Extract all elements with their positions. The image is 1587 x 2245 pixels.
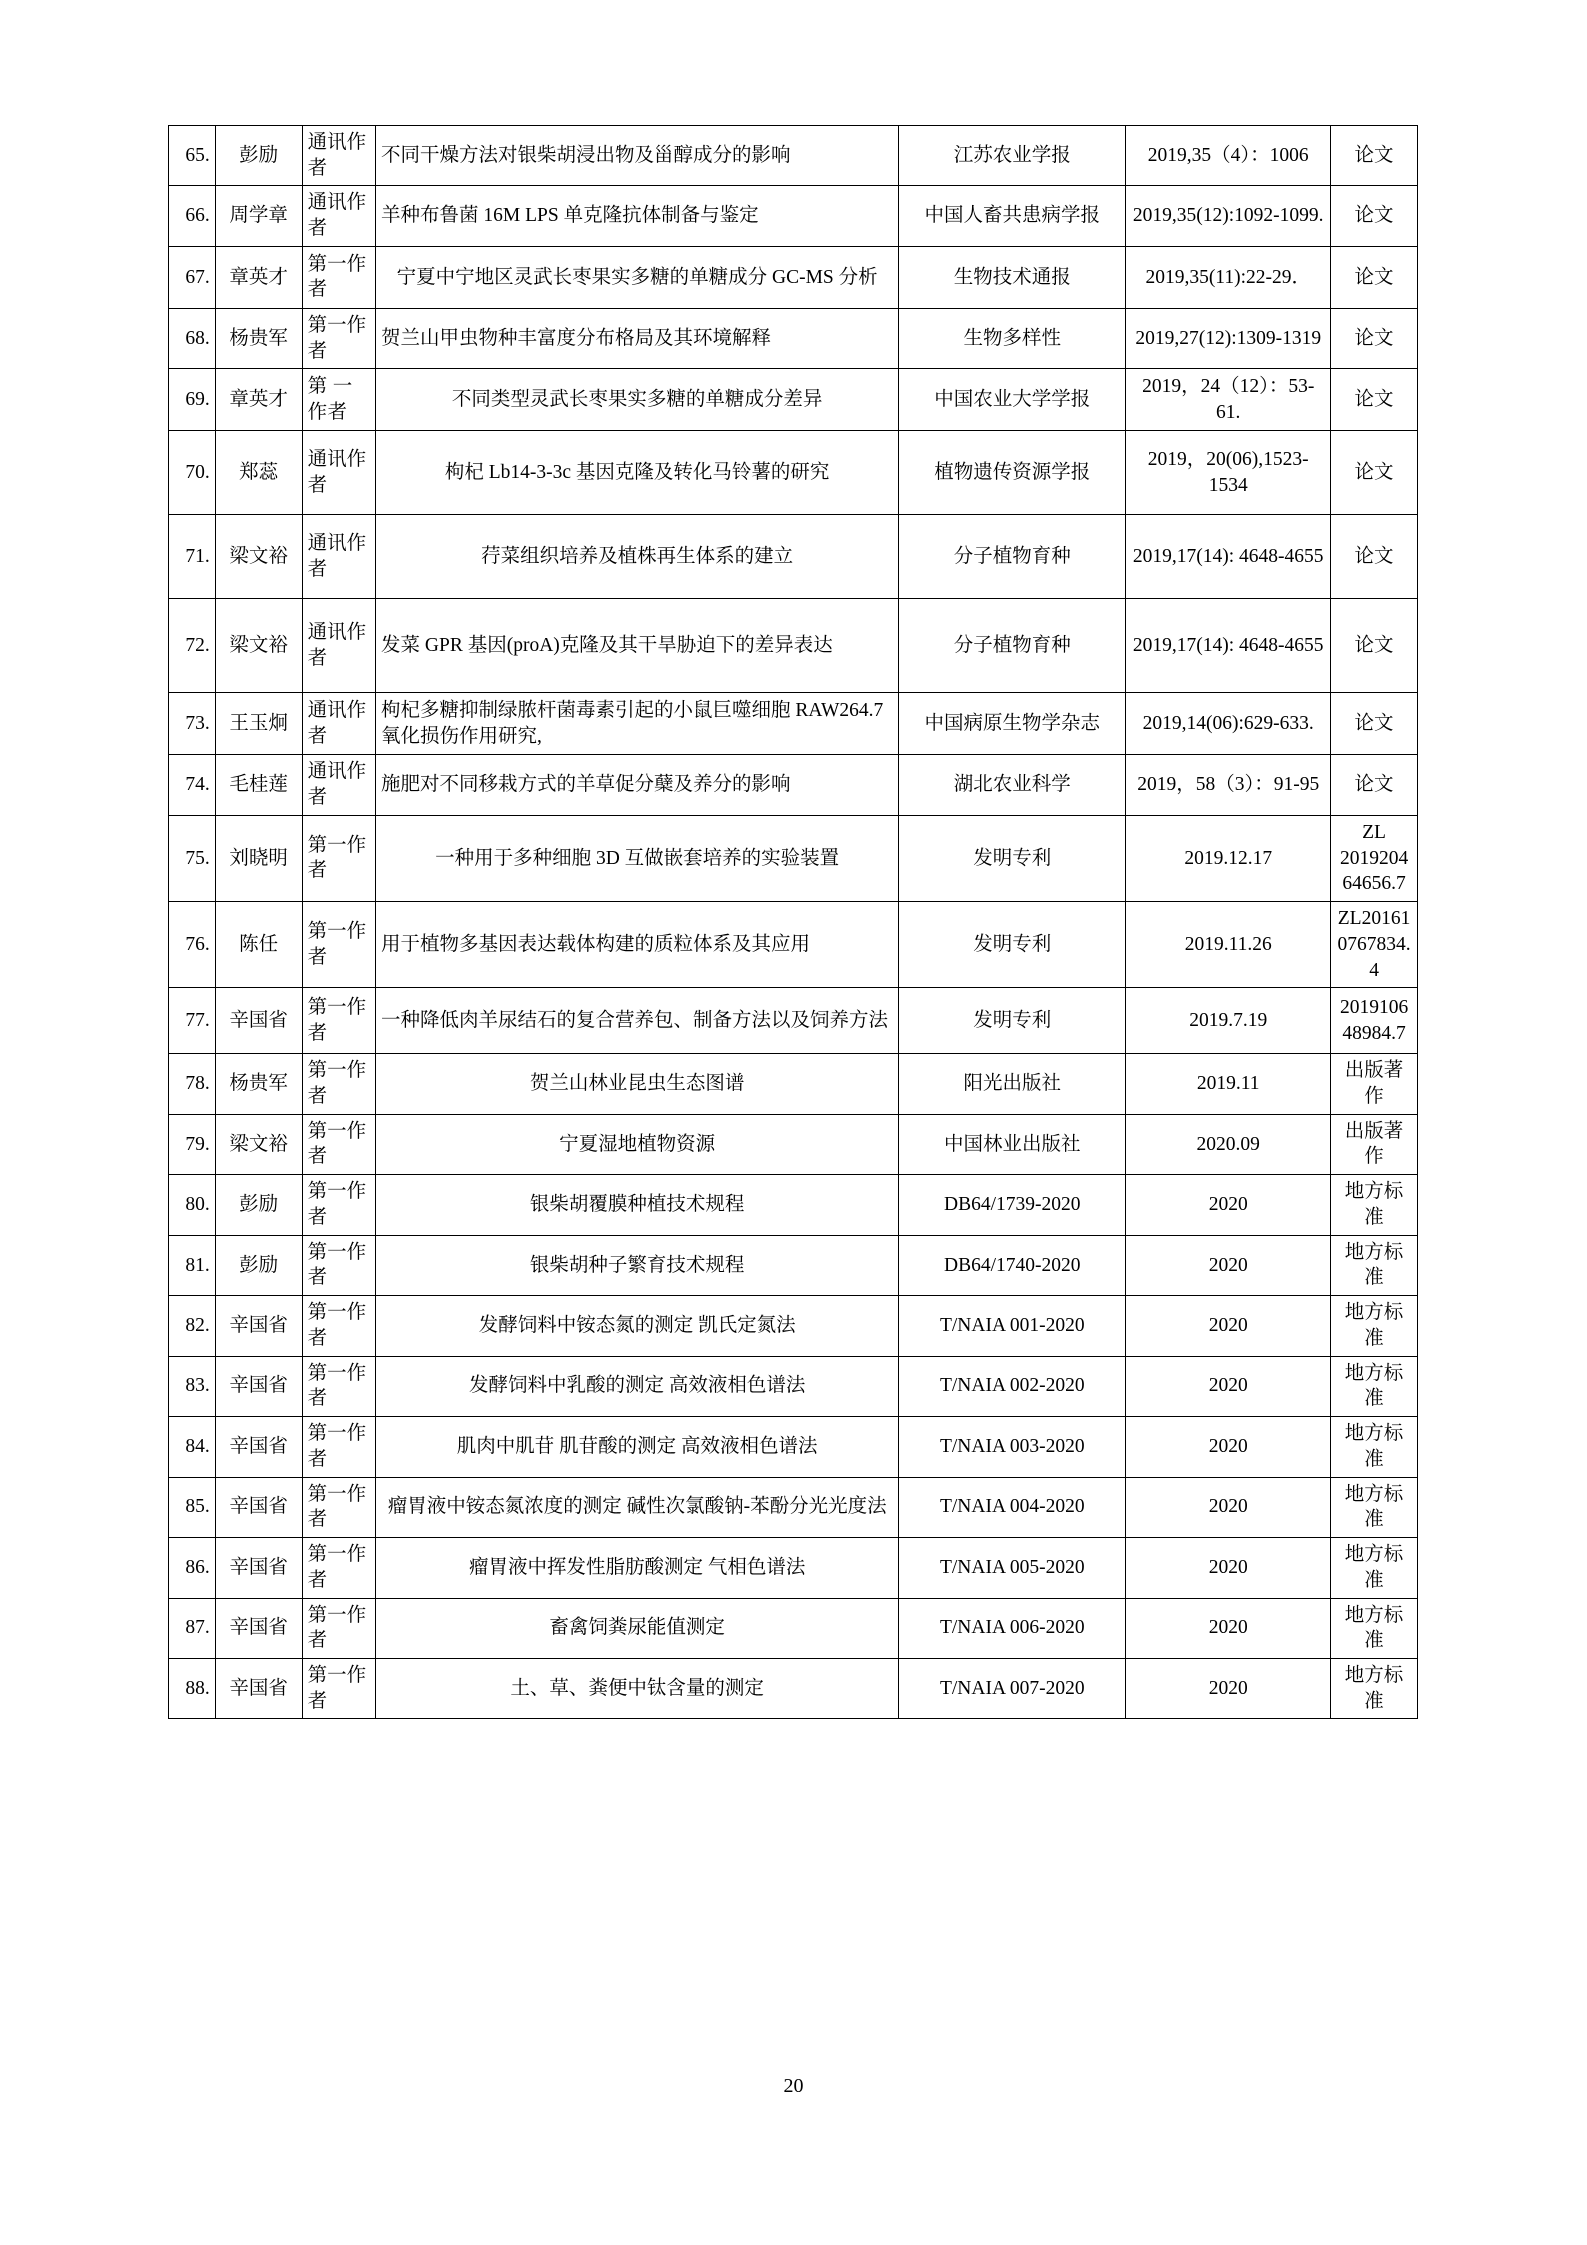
row-journal: 阳光出版社 [899, 1054, 1126, 1114]
row-index: 68. [169, 308, 216, 368]
row-title: 宁夏中宁地区灵武长枣果实多糖的单糖成分 GC-MS 分析 [376, 246, 899, 308]
row-index: 71. [169, 515, 216, 599]
row-title: 荇菜组织培养及植株再生体系的建立 [376, 515, 899, 599]
row-issue: 2019，24（12）：53-61. [1126, 369, 1331, 431]
row-issue: 2019.11.26 [1126, 902, 1331, 988]
row-type: 地方标准 [1331, 1538, 1418, 1598]
row-index: 80. [169, 1175, 216, 1235]
row-type: 地方标准 [1331, 1477, 1418, 1537]
row-author-name: 章英才 [215, 246, 302, 308]
row-title: 银柴胡种子繁育技术规程 [376, 1235, 899, 1295]
row-title: 不同类型灵武长枣果实多糖的单糖成分差异 [376, 369, 899, 431]
row-author-role: 第一作者 [302, 988, 375, 1054]
row-author-role: 通讯作者 [302, 126, 375, 186]
row-author-name: 彭励 [215, 1175, 302, 1235]
row-title: 用于植物多基因表达载体构建的质粒体系及其应用 [376, 902, 899, 988]
row-issue: 2019,35(11):22-29． [1126, 246, 1331, 308]
table-row [169, 693, 1418, 755]
row-type: 201910648984.7 [1331, 988, 1418, 1054]
row-index: 78. [169, 1054, 216, 1114]
row-title: 畜禽饲粪尿能值测定 [376, 1598, 899, 1658]
row-author-role: 第 一作者 [302, 369, 375, 431]
row-index: 66. [169, 186, 216, 246]
row-issue: 2019,35（4）：1006 [1126, 126, 1331, 186]
row-issue: 2020 [1126, 1417, 1331, 1477]
table-row [169, 988, 1418, 1054]
table-row [169, 1598, 1418, 1658]
row-journal: 发明专利 [899, 988, 1126, 1054]
row-title: 羊种布鲁菌 16M LPS 单克隆抗体制备与鉴定 [376, 186, 899, 246]
row-author-role: 第一作者 [302, 1175, 375, 1235]
row-author-name: 刘晓明 [215, 815, 302, 901]
table-row [169, 369, 1418, 431]
row-type: 论文 [1331, 431, 1418, 515]
row-type: 论文 [1331, 369, 1418, 431]
row-index: 67. [169, 246, 216, 308]
row-type: 论文 [1331, 308, 1418, 368]
row-type: 出版著作 [1331, 1114, 1418, 1174]
row-type: ZL 201920464656.7 [1331, 815, 1418, 901]
row-issue: 2020 [1126, 1538, 1331, 1598]
row-type: 论文 [1331, 515, 1418, 599]
row-author-name: 梁文裕 [215, 599, 302, 693]
page-number: 20 [783, 2075, 804, 2097]
row-issue: 2019.12.17 [1126, 815, 1331, 901]
row-author-role: 第一作者 [302, 1356, 375, 1416]
row-author-role: 第一作者 [302, 1477, 375, 1537]
row-issue: 2020.09 [1126, 1114, 1331, 1174]
row-author-role: 第一作者 [302, 1417, 375, 1477]
row-author-role: 第一作者 [302, 1054, 375, 1114]
row-author-name: 毛桂莲 [215, 755, 302, 815]
row-journal: 中国农业大学学报 [899, 369, 1126, 431]
row-type: 地方标准 [1331, 1417, 1418, 1477]
row-author-name: 辛国省 [215, 1538, 302, 1598]
row-index: 79. [169, 1114, 216, 1174]
row-title: 瘤胃液中铵态氮浓度的测定 碱性次氯酸钠-苯酚分光光度法 [376, 1477, 899, 1537]
row-title: 一种降低肉羊尿结石的复合营养包、制备方法以及饲养方法 [376, 988, 899, 1054]
table-row [169, 126, 1418, 186]
row-issue: 2020 [1126, 1658, 1331, 1718]
row-journal: 中国人畜共患病学报 [899, 186, 1126, 246]
table-row [169, 1417, 1418, 1477]
row-journal: 分子植物育种 [899, 515, 1126, 599]
table-row [169, 599, 1418, 693]
row-title: 枸杞 Lb14-3-3c 基因克隆及转化马铃薯的研究 [376, 431, 899, 515]
table-row [169, 186, 1418, 246]
row-author-role: 第一作者 [302, 308, 375, 368]
row-issue: 2020 [1126, 1477, 1331, 1537]
table-row [169, 1175, 1418, 1235]
row-index: 86. [169, 1538, 216, 1598]
row-author-name: 章英才 [215, 369, 302, 431]
row-author-name: 辛国省 [215, 1356, 302, 1416]
row-journal: T/NAIA 007-2020 [899, 1658, 1126, 1718]
row-author-role: 通讯作者 [302, 693, 375, 755]
row-issue: 2019,14(06):629-633. [1126, 693, 1331, 755]
row-journal: T/NAIA 006-2020 [899, 1598, 1126, 1658]
row-title: 贺兰山甲虫物种丰富度分布格局及其环境解释 [376, 308, 899, 368]
row-title: 施肥对不同移栽方式的羊草促分蘖及养分的影响 [376, 755, 899, 815]
row-author-name: 梁文裕 [215, 515, 302, 599]
row-index: 85. [169, 1477, 216, 1537]
table-row [169, 902, 1418, 988]
row-issue: 2019.7.19 [1126, 988, 1331, 1054]
row-title: 发酵饲料中乳酸的测定 高效液相色谱法 [376, 1356, 899, 1416]
row-type: 地方标准 [1331, 1356, 1418, 1416]
row-issue: 2020 [1126, 1356, 1331, 1416]
row-type: 地方标准 [1331, 1296, 1418, 1356]
row-journal: 生物技术通报 [899, 246, 1126, 308]
row-author-name: 杨贵军 [215, 308, 302, 368]
row-author-role: 第一作者 [302, 815, 375, 901]
row-author-name: 梁文裕 [215, 1114, 302, 1174]
row-author-name: 辛国省 [215, 1658, 302, 1718]
row-journal: DB64/1739-2020 [899, 1175, 1126, 1235]
row-journal: 植物遗传资源学报 [899, 431, 1126, 515]
row-author-role: 第一作者 [302, 1538, 375, 1598]
row-title: 发酵饲料中铵态氮的测定 凯氏定氮法 [376, 1296, 899, 1356]
row-author-name: 王玉炯 [215, 693, 302, 755]
row-type: 论文 [1331, 126, 1418, 186]
row-journal: T/NAIA 004-2020 [899, 1477, 1126, 1537]
row-index: 77. [169, 988, 216, 1054]
row-author-role: 通讯作者 [302, 431, 375, 515]
row-type: ZL201610767834.4 [1331, 902, 1418, 988]
row-journal: 生物多样性 [899, 308, 1126, 368]
row-author-role: 通讯作者 [302, 186, 375, 246]
table-row [169, 308, 1418, 368]
row-title: 枸杞多糖抑制绿脓杆菌毒素引起的小鼠巨噬细胞 RAW264.7 氧化损伤作用研究, [376, 693, 899, 755]
row-title: 肌肉中肌苷 肌苷酸的测定 高效液相色谱法 [376, 1417, 899, 1477]
row-index: 87. [169, 1598, 216, 1658]
table-row [169, 815, 1418, 901]
row-title: 宁夏湿地植物资源 [376, 1114, 899, 1174]
row-issue: 2020 [1126, 1598, 1331, 1658]
row-journal: T/NAIA 001-2020 [899, 1296, 1126, 1356]
row-author-name: 郑蕊 [215, 431, 302, 515]
row-type: 论文 [1331, 246, 1418, 308]
row-type: 地方标准 [1331, 1235, 1418, 1295]
row-issue: 2020 [1126, 1175, 1331, 1235]
row-journal: 分子植物育种 [899, 599, 1126, 693]
table-row [169, 1054, 1418, 1114]
row-author-name: 辛国省 [215, 1296, 302, 1356]
row-type: 地方标准 [1331, 1175, 1418, 1235]
row-journal: T/NAIA 005-2020 [899, 1538, 1126, 1598]
row-index: 65. [169, 126, 216, 186]
row-type: 论文 [1331, 693, 1418, 755]
row-author-name: 彭励 [215, 1235, 302, 1295]
table-row [169, 246, 1418, 308]
row-issue: 2020 [1126, 1296, 1331, 1356]
row-issue: 2020 [1126, 1235, 1331, 1295]
row-author-role: 通讯作者 [302, 599, 375, 693]
row-index: 73. [169, 693, 216, 755]
row-author-name: 杨贵军 [215, 1054, 302, 1114]
row-index: 69. [169, 369, 216, 431]
row-author-name: 辛国省 [215, 1417, 302, 1477]
row-issue: 2019，58（3）：91-95 [1126, 755, 1331, 815]
row-index: 88. [169, 1658, 216, 1718]
row-issue: 2019，20(06),1523-1534 [1126, 431, 1331, 515]
row-journal: 湖北农业科学 [899, 755, 1126, 815]
table-row [169, 1538, 1418, 1598]
row-type: 论文 [1331, 599, 1418, 693]
row-index: 76. [169, 902, 216, 988]
row-author-name: 周学章 [215, 186, 302, 246]
row-title: 不同干燥方法对银柴胡浸出物及甾醇成分的影响 [376, 126, 899, 186]
row-author-role: 第一作者 [302, 1658, 375, 1718]
table-row [169, 1114, 1418, 1174]
row-index: 74. [169, 755, 216, 815]
row-issue: 2019.11 [1126, 1054, 1331, 1114]
row-journal: T/NAIA 003-2020 [899, 1417, 1126, 1477]
table-row [169, 1356, 1418, 1416]
row-index: 72. [169, 599, 216, 693]
table-row [169, 1235, 1418, 1295]
row-title: 土、草、粪便中钛含量的测定 [376, 1658, 899, 1718]
row-index: 81. [169, 1235, 216, 1295]
row-issue: 2019,17(14): 4648-4655 [1126, 599, 1331, 693]
table-row [169, 755, 1418, 815]
row-journal: 江苏农业学报 [899, 126, 1126, 186]
row-journal: 中国林业出版社 [899, 1114, 1126, 1174]
row-issue: 2019,27(12):1309-1319 [1126, 308, 1331, 368]
row-journal: 发明专利 [899, 902, 1126, 988]
table-row [169, 1477, 1418, 1537]
table-row [169, 1296, 1418, 1356]
row-index: 83. [169, 1356, 216, 1416]
row-index: 84. [169, 1417, 216, 1477]
table-body [169, 126, 1418, 1719]
row-author-name: 辛国省 [215, 1598, 302, 1658]
row-type: 地方标准 [1331, 1598, 1418, 1658]
row-journal: T/NAIA 002-2020 [899, 1356, 1126, 1416]
row-journal: DB64/1740-2020 [899, 1235, 1126, 1295]
row-author-role: 第一作者 [302, 1114, 375, 1174]
row-type: 出版著作 [1331, 1054, 1418, 1114]
table-row [169, 515, 1418, 599]
row-title: 银柴胡覆膜种植技术规程 [376, 1175, 899, 1235]
row-issue: 2019,35(12):1092-1099. [1126, 186, 1331, 246]
row-title: 贺兰山林业昆虫生态图谱 [376, 1054, 899, 1114]
row-author-role: 通讯作者 [302, 515, 375, 599]
row-title: 发菜 GPR 基因(proA)克隆及其干旱胁迫下的差异表达 [376, 599, 899, 693]
row-title: 一种用于多种细胞 3D 互做嵌套培养的实验装置 [376, 815, 899, 901]
row-journal: 发明专利 [899, 815, 1126, 901]
row-author-role: 通讯作者 [302, 755, 375, 815]
row-index: 82. [169, 1296, 216, 1356]
row-type: 地方标准 [1331, 1658, 1418, 1718]
row-journal: 中国病原生物学杂志 [899, 693, 1126, 755]
row-author-name: 辛国省 [215, 1477, 302, 1537]
row-type: 论文 [1331, 186, 1418, 246]
row-author-role: 第一作者 [302, 1296, 375, 1356]
table-row [169, 431, 1418, 515]
row-index: 70. [169, 431, 216, 515]
table-row [169, 1658, 1418, 1718]
row-author-name: 陈任 [215, 902, 302, 988]
row-index: 75. [169, 815, 216, 901]
row-author-name: 辛国省 [215, 988, 302, 1054]
row-type: 论文 [1331, 755, 1418, 815]
row-issue: 2019,17(14): 4648-4655 [1126, 515, 1331, 599]
row-author-role: 第一作者 [302, 1598, 375, 1658]
achievements-table [168, 125, 1418, 1719]
row-author-role: 第一作者 [302, 1235, 375, 1295]
row-author-role: 第一作者 [302, 246, 375, 308]
row-title: 瘤胃液中挥发性脂肪酸测定 气相色谱法 [376, 1538, 899, 1598]
row-author-name: 彭励 [215, 126, 302, 186]
row-author-role: 第一作者 [302, 902, 375, 988]
